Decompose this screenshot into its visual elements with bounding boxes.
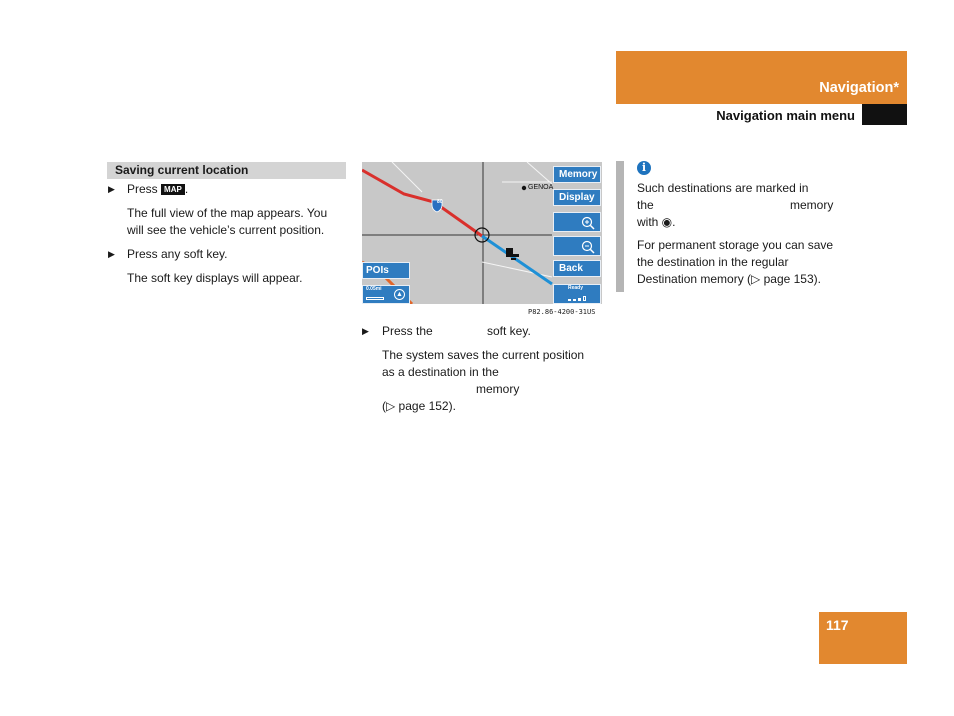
info-bar bbox=[616, 161, 624, 292]
step-1-text: Press bbox=[127, 182, 158, 196]
section-subtitle: Navigation main menu bbox=[716, 108, 855, 123]
vehicle-icon bbox=[506, 248, 519, 260]
chapter-header-bar bbox=[616, 51, 907, 104]
bullet-arrow-icon: ▶ bbox=[362, 326, 369, 336]
page-number-box bbox=[819, 612, 907, 664]
step-1-result-1: The full view of the map appears. You bbox=[127, 206, 328, 220]
compass-icon: ▲ bbox=[394, 289, 405, 300]
softkey-zoom-in[interactable] bbox=[553, 212, 601, 232]
softkey-back[interactable]: Back bbox=[553, 260, 601, 277]
route-red bbox=[362, 170, 482, 236]
info-para2-line-2: the destination in the regular bbox=[637, 255, 789, 269]
place-dot-icon bbox=[522, 186, 526, 190]
chapter-title: Navigation* bbox=[819, 80, 899, 96]
navigation-map-screen bbox=[362, 162, 602, 304]
info-para2-line-1: For permanent storage you can save bbox=[637, 238, 834, 252]
info-line-1: Such destinations are marked in bbox=[637, 181, 809, 195]
step-3-result-4: (▷ page 152). bbox=[382, 399, 456, 413]
softkey-zoom-out[interactable] bbox=[553, 236, 601, 256]
step-1-end: . bbox=[184, 182, 189, 196]
info-line-2b: memory bbox=[790, 198, 834, 212]
section-heading: Saving current location bbox=[107, 162, 346, 179]
scale-label: 0.05mi bbox=[366, 286, 382, 292]
highway-label: 80 bbox=[437, 199, 443, 205]
signal-bars-icon bbox=[568, 295, 592, 301]
scale-panel bbox=[362, 285, 410, 304]
softkey-pois[interactable]: POIs bbox=[362, 262, 410, 279]
road-line bbox=[527, 162, 552, 184]
step-3-b: soft key. bbox=[487, 324, 531, 338]
status-panel bbox=[553, 284, 601, 304]
map-graphics bbox=[362, 162, 602, 304]
zoom-out-icon bbox=[581, 240, 595, 254]
info-line-2a: the bbox=[637, 198, 654, 212]
scale-bar-icon bbox=[366, 297, 384, 300]
zoom-in-icon bbox=[581, 216, 595, 230]
figure-caption: P82.86-4200-31US bbox=[528, 308, 596, 316]
step-2: Press any soft key. bbox=[127, 247, 228, 261]
status-label: Ready bbox=[568, 285, 584, 291]
road-line bbox=[482, 262, 552, 277]
softkey-memory[interactable]: Memory bbox=[553, 166, 601, 183]
step-1-result-2: will see the vehicle’s current position. bbox=[127, 223, 325, 237]
map-key-icon: MAP bbox=[161, 184, 185, 195]
step-3-result-2: as a destination in the bbox=[382, 365, 499, 379]
bullet-arrow-icon: ▶ bbox=[108, 249, 115, 259]
bullet-arrow-icon: ▶ bbox=[108, 184, 115, 194]
step-3-a: Press the bbox=[382, 324, 433, 338]
step-3-result-1: The system saves the current position bbox=[382, 348, 585, 362]
page-number: 117 bbox=[826, 617, 849, 633]
route-blue bbox=[482, 236, 552, 284]
step-2-result: The soft key displays will appear. bbox=[127, 271, 303, 285]
step-3-result-3: memory bbox=[476, 382, 520, 396]
subtitle-marker bbox=[862, 104, 907, 125]
road-line bbox=[392, 162, 422, 192]
info-icon: i bbox=[637, 161, 651, 175]
place-label: GENOA bbox=[528, 184, 554, 191]
info-line-3: with ◉. bbox=[637, 215, 676, 229]
softkey-display[interactable]: Display bbox=[553, 189, 601, 206]
step-1 bbox=[127, 181, 188, 198]
info-para2-line-3: Destination memory (▷ page 153). bbox=[637, 272, 821, 286]
